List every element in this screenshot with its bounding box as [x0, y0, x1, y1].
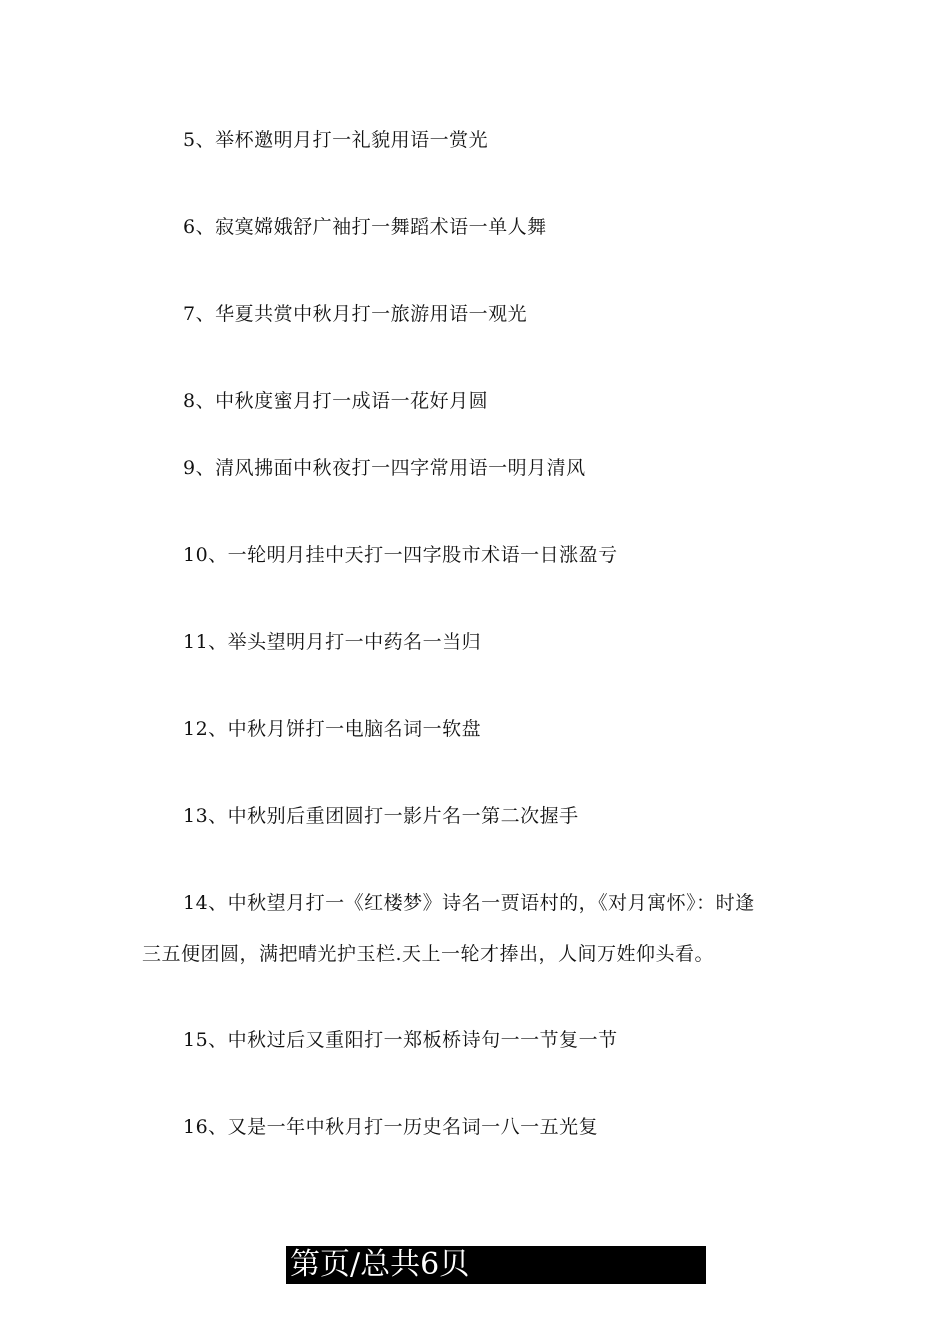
riddle-line-11: 11、举头望明月打一中药名一当归: [183, 631, 482, 653]
riddle-line-8: 8、中秋度蜜月打一成语一花好月圆: [183, 390, 489, 412]
riddle-line-6: 6、寂寞嫦娥舒广袖打一舞蹈术语一单人舞: [183, 216, 547, 238]
riddle-line-15: 15、中秋过后又重阳打一郑板桥诗句一一节复一节: [183, 1029, 618, 1051]
riddle-line-12: 12、中秋月饼打一电脑名词一软盘: [183, 718, 482, 740]
riddle-line-16: 16、又是一年中秋月打一历史名词一八一五光复: [183, 1116, 599, 1138]
page-footer-bar: [286, 1246, 706, 1284]
riddle-line-5: 5、举杯邀明月打一礼貌用语一赏光: [183, 129, 489, 151]
page-number-label: 第页/总共6贝: [290, 1247, 470, 1282]
riddle-line-14-continuation: 三五便团圆，满把晴光护玉栏.天上一轮才捧出，人间万姓仰头看。: [142, 943, 715, 965]
riddle-line-14: 14、中秋望月打一《红楼梦》诗名一贾语村的，《对月寓怀》：时逢: [183, 892, 755, 914]
riddle-line-7: 7、华夏共赏中秋月打一旅游用语一观光: [183, 303, 528, 325]
riddle-line-13: 13、中秋别后重团圆打一影片名一第二次握手: [183, 805, 579, 827]
riddle-line-9: 9、清风拂面中秋夜打一四字常用语一明月清风: [183, 457, 586, 479]
riddle-line-10: 10、一轮明月挂中天打一四字股市术语一日涨盈亏: [183, 544, 618, 566]
